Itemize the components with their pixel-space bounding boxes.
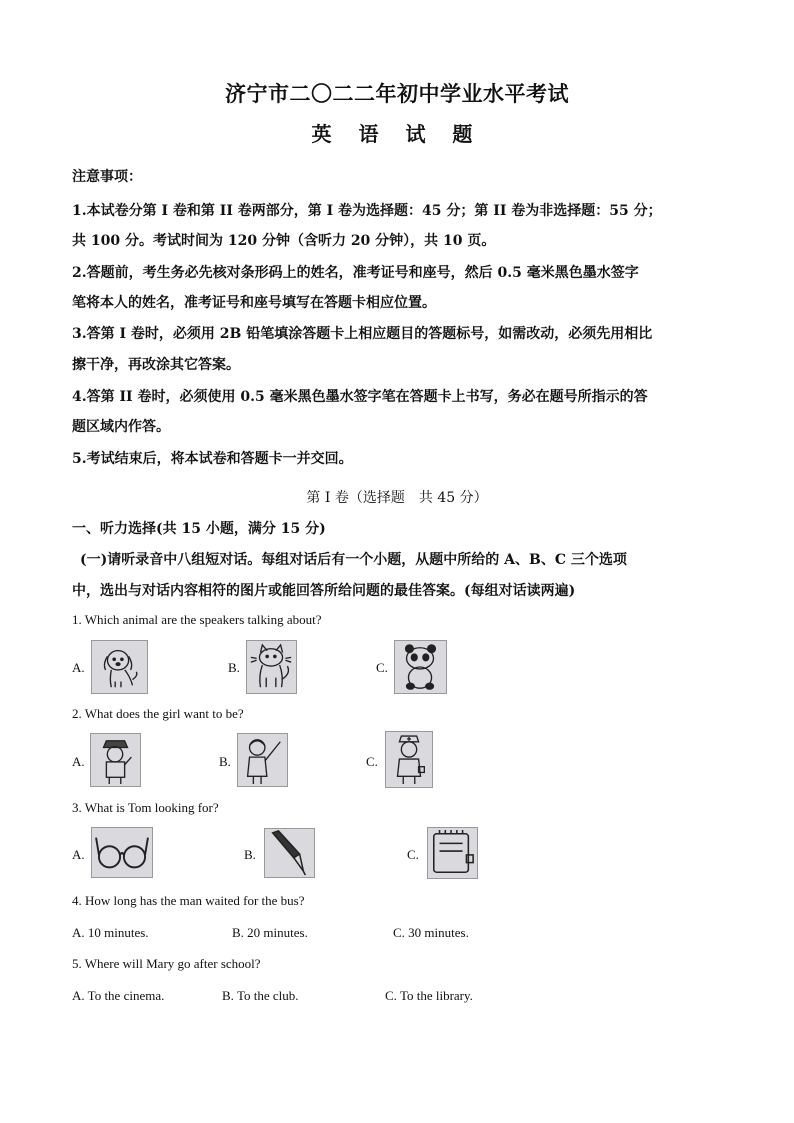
- section-heading: 一、听力选择(共 15 小题，满分 15 分): [72, 521, 326, 537]
- option-text: To the cinema.: [87, 988, 165, 1003]
- option-letter: A.: [72, 847, 85, 862]
- option-answer: [222, 988, 298, 1004]
- part-heading: 第 I 卷（选择题 共 45 分）: [306, 490, 488, 506]
- option-letter: A.: [72, 925, 85, 940]
- teacher-icon: [237, 733, 288, 787]
- nurse-icon: [385, 731, 433, 788]
- panda-icon: [394, 640, 447, 694]
- note-line: 2.答题前，考生务必先核对条形码上的姓名，准考证号和座号，然后 0.5 毫米黑色墨水签字: [72, 265, 639, 281]
- instructions-line: 中，选出与对话内容相符的图片或能回答所给问题的最佳答案。(每组对话读两遍): [72, 583, 576, 599]
- option-letter: C.: [385, 988, 397, 1003]
- option-letter: B.: [244, 847, 256, 862]
- option-text: To the library.: [399, 988, 473, 1003]
- option-letter: B.: [219, 754, 231, 769]
- exam-subtitle: 英 语 试 题: [311, 122, 483, 146]
- option-answer: [393, 925, 469, 941]
- question-text: 2. What does the girl want to be?: [72, 706, 244, 721]
- option-text: 20 minutes.: [247, 925, 308, 940]
- option-letter: B.: [222, 988, 234, 1003]
- puppy-icon: [91, 640, 148, 694]
- option-letter: C.: [366, 754, 378, 769]
- option-letter: B.: [228, 660, 240, 675]
- option-text: 10 minutes.: [87, 925, 149, 940]
- option-answer: [385, 988, 473, 1004]
- note-line: 4.答第 II 卷时，必须使用 0.5 毫米黑色墨水签字笔在答题卡上书写，务必在题号所指示的答: [72, 389, 648, 405]
- question-text: 1. Which animal are the speakers talking about?: [72, 612, 322, 627]
- option-text: 30 minutes.: [408, 925, 469, 940]
- note-line: 题区域内作答。: [72, 419, 170, 435]
- question-text: 4. How long has the man waited for the bus?: [72, 893, 305, 908]
- option-letter: A.: [72, 660, 85, 675]
- option-answer: [72, 925, 149, 941]
- note-line: 5.考试结束后，将本试卷和答题卡一并交回。: [72, 451, 353, 467]
- cat-icon: [246, 640, 297, 694]
- note-line: 1.本试卷分第 I 卷和第 II 卷两部分，第 I 卷为选择题：45 分；第 II 卷为非选择题：55 分；: [72, 203, 662, 219]
- note-line: 3.答第 I 卷时，必须用 2B 铅笔填涂答题卡上相应题目的答题标号，如需改动，必须先用相比: [72, 326, 653, 342]
- note-line: 笔将本人的姓名，准考证号和座号填写在答题卡相应位置。: [72, 295, 436, 311]
- option-answer: [232, 925, 308, 941]
- question-text: 3. What is Tom looking for?: [72, 800, 219, 815]
- notebook-icon: [427, 827, 478, 879]
- note-line: 共 100 分。考试时间为 120 分钟（含听力 20 分钟），共 10 页。: [72, 233, 496, 249]
- question-text: 5. Where will Mary go after school?: [72, 956, 261, 971]
- instructions-line: (一)请听录音中八组短对话。每组对话后有一个小题，从题中所给的 A、B、C 三个选项: [80, 552, 627, 568]
- option-letter: C.: [393, 925, 405, 940]
- option-letter: A.: [72, 754, 85, 769]
- glasses-icon: [91, 827, 153, 878]
- option-letter: B.: [232, 925, 244, 940]
- option-letter: C.: [376, 660, 388, 675]
- exam-title: 济宁市二〇二二年初中学业水平考试: [225, 81, 569, 106]
- notes-heading: 注意事项：: [72, 169, 142, 185]
- note-line: 擦干净，再改涂其它答案。: [72, 357, 240, 373]
- pen-icon: [264, 828, 315, 878]
- option-letter: C.: [407, 847, 419, 862]
- option-text: To the club.: [236, 988, 299, 1003]
- police-officer-icon: [90, 733, 141, 787]
- option-letter: A.: [72, 988, 85, 1003]
- option-answer: [72, 988, 164, 1004]
